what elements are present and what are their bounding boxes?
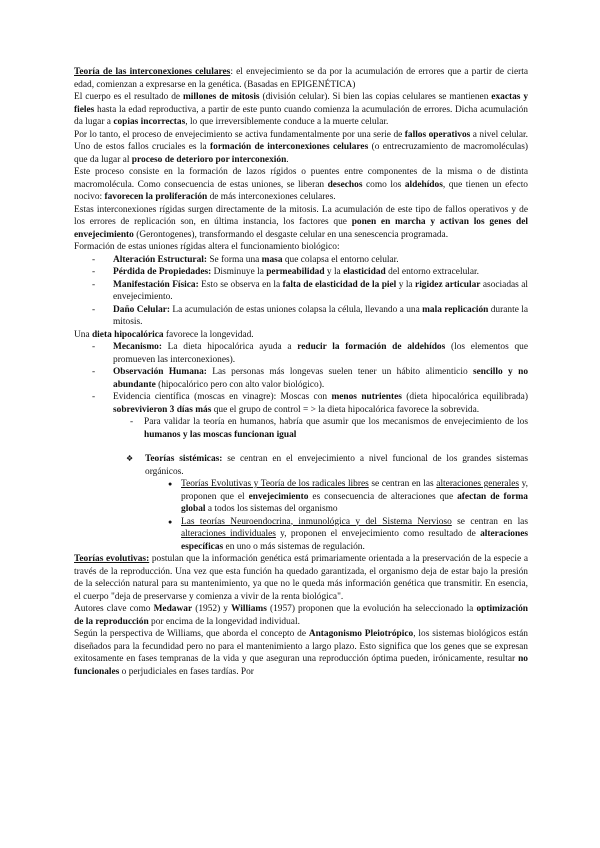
list-item: - Alteración Estructural: Se forma una masa que colapsa el entorno celular. [74, 254, 528, 267]
paragraph-fallos: Por lo tanto, el proceso de envejecimiento se activa fundamentalmente por una serie de fallos operativos a nivel celular. Uno de estos fallos cruciales es la formación de interconexiones celulares (o entrecruzamiento de macromoléculas) que da lugar al proceso de deterioro por interconexión. [74, 129, 528, 165]
sublist-validacion [74, 416, 528, 441]
section-title: Teoría de las interconexiones celulares [74, 67, 231, 77]
list-item: - Evidencia científica (moscas en vinagre): Moscas con menos nutrientes (dieta hipocalórica equilibrada) sobrevivieron 3 días más que el grupo de control = > la dieta hipocalórica favorece la sobrevida. [74, 391, 528, 416]
list-item: ● Las teorías Neuroendocrina, inmunológica y del Sistema Nervioso se centran en las alteraciones individuales y, proponen el envejecimiento como resultado de alteraciones específicas en uno o más sistemas de regulación. [74, 516, 528, 554]
list-item: - Pérdida de Propiedades: Disminuye la permeabilidad y la elasticidad del entorno extracelular. [74, 266, 528, 279]
section-title: Teorías evolutivas: [74, 554, 150, 564]
paragraph-teorias-evolutivas: Teorías evolutivas: postulan que la información genética está primariamente orientada a la preservación de la especie a través de la reproducción. Una vez que esta función ha quedado garantizada, el organismo deja de estar bajo la presión de la selección natural para su mantenimiento, ya que no le queda más información genética que transmitir. En esencia, el cuerpo "deja de preservarse y comienza a vivir de la renta biológica". [74, 554, 528, 602]
list-item: - Para validar la teoría en humanos, habría que asumir que los mecanismos de envejecimiento de los humanos y las moscas funcionan igual [74, 416, 528, 441]
list-alteraciones [74, 254, 528, 329]
paragraph-williams: Según la perspectiva de Williams, que aborda el concepto de Antagonismo Pleiotrópico, los sistemas biológicos están diseñados para la fecundidad pero no para el mantenimiento a largo plazo. Esto significa que los genes que se expresan exitosamente en fases tempranas de la vida y que aseguran una reproducción óptima pueden, irónicamente, resultar no funcionales o perjudiciales en fases tardías. Por [74, 629, 528, 677]
paragraph-interconexiones-intro: Teoría de las interconexiones celulares: el envejecimiento se da por la acumulación de errores que a partir de cierta edad, comienzan a expresarse en la genética. (Basadas en EPIGENÉTICA) [74, 67, 528, 90]
list-item: ● Teorías Evolutivas y Teoría de los radicales libres se centran en las alteraciones generales y, proponen que el envejecimiento es consecuencia de alteraciones que afectan de forma global a todos los sistemas del organismo [74, 478, 528, 516]
list-teorias-sistemicas [74, 453, 528, 478]
paragraph-gerontogenes: Estas interconexiones rígidas surgen directamente de la mitosis. La acumulación de este tipo de fallos operativos y de los errores de replicación son, en última instancia, los factores que ponen en marcha y activan los genes del envejecimiento (Gerontogenes), transformando el desgaste celular en una senescencia programada. [74, 204, 528, 240]
list-teorias-detalle [74, 478, 528, 553]
paragraph-mitosis: El cuerpo es el resultado de millones de mitosis (división celular). Si bien las copias celulares se mantienen exactas y fieles hasta la edad reproductiva, a partir de este punto cuando comienza la acumulación de errores. Dicha acumulación da lugar a copias incorrectas, lo que irreversiblemente conduce a la muerte celular. [74, 92, 529, 127]
paragraph-formacion: Formación de estas uniones rígidas altera el funcionamiento biológico: [74, 242, 340, 252]
list-item: - Manifestación Física: Esto se observa en la falta de elasticidad de la piel y la rigidez articular asociadas al envejecimiento. [74, 279, 528, 304]
paragraph-autores: Autores clave como Medawar (1952) y Williams (1957) proponen que la evolución ha seleccionado la optimización de la reproducción por encima de la longevidad individual. [74, 604, 529, 627]
list-item: - Daño Celular: La acumulación de estas uniones colapsa la célula, llevando a una mala replicación durante la mitosis. [74, 304, 528, 329]
list-item: - Mecanismo: La dieta hipocalórica ayuda a reducir la formación de aldehídos (los elementos que promueven las interconexiones). [74, 341, 528, 366]
list-item: ❖ Teorías sistémicas: se centran en el envejecimiento a nivel funcional de los grandes sistemas orgánicos. [74, 453, 528, 478]
document-page [74, 66, 528, 678]
paragraph-dieta: Una dieta hipocalórica favorece la longevidad. [74, 329, 254, 340]
list-item: - Observación Humana: Las personas más longevas suelen tener un hábito alimenticio sencillo y no abundante (hipocalórico pero con alto valor biológico). [74, 366, 528, 391]
list-dieta [74, 341, 528, 416]
paragraph-lazos: Este proceso consiste en la formación de lazos rígidos o puentes entre componentes de la misma o de distinta macromolécula. Como consecuencia de estas uniones, se liberan desechos como los aldehídos, que tienen un efecto nocivo: favorecen la proliferación de más interconexiones celulares. [74, 167, 528, 202]
